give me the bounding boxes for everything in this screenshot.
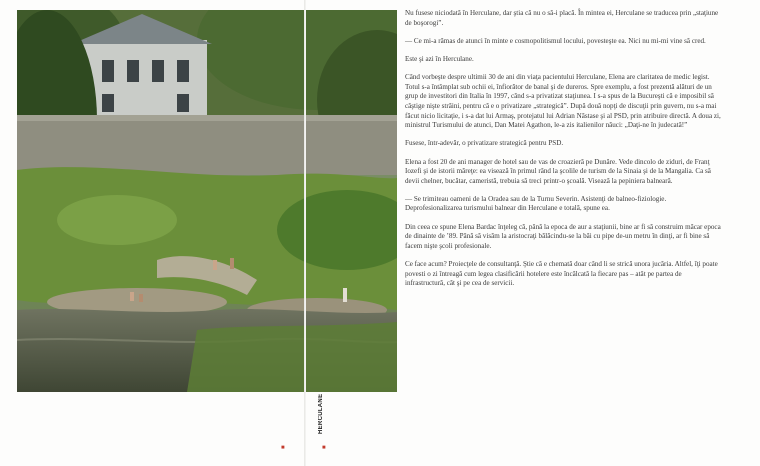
paragraph: — Ce mi-a rămas de atunci în minte e cosmopolitismul locului, povesteşte ea. Nici nu mi-mi vine să cred. (405, 36, 706, 45)
paragraph: Elena a fost 20 de ani manager de hotel sau de vas de croazieră pe Dunăre. Vede dincolo de ziduri, de Franţ Iozefi şi de istorii măreţe: ea visează în primul rând la şcolile de turism de la Sinaia şi de la Mangalia. Ca să devii chelner, bucătar, cameristă, trebuia să treci printr-o şcoală. Visează la pepiniera balneară. (405, 157, 711, 185)
paragraph: Nu fusese niciodată în Herculane, dar ştia că nu o să-i placă. În mintea ei, Herculane se traducea prin „staţiune de boşorogi”. (405, 9, 719, 27)
paragraph: Fusese, într-adevăr, o privatizare strategică pentru PSD. (405, 139, 564, 148)
page-number-left: ■ (281, 445, 286, 451)
paragraph: Când vorbeşte despre ultimii 30 de ani din viaţa pacientului Herculane, Elena are claritatea de medic legist. Totul s-a întâmplat sub ochii ei, înfiorător de banal şi de dureros. Spre exemplu, a fost prezentă alături de un grup de investitori din Italia în 1997, când s-a privatizat staţiunea. I s-a spus de la Bucureşti că e imposibil să câştige nişte străini, pentru că e o privatizare „strategică”. După două nopţi de discuţii prin guvern, nu s-a mai făcut nicio licitaţie, i s-a dat lui Armaş, protejatul lui Adrian Năstase şi al PSD, prin atribuire directă. A doua zi, ministrul Turismului de atunci, Dan Matei Agathon, le-a zis italienilor năuci: „Daţi-ne în judecată!” (405, 73, 721, 130)
paragraph: Ce face acum? Proiecţele de consultanţă. Ştie că e chemată doar când li se strică unora jucăria. Altfel, îţi poate povesti o zi întreagă cum legea clasificării hotelere este încălcată la fiecare pas – atât pe partea de infrastructură, cât şi pe cea de servicii. (405, 260, 718, 288)
river-villa-photo (17, 10, 397, 392)
article-text-column (405, 9, 721, 297)
photo-illustration (17, 10, 397, 392)
paragraph: — Se trimiteau oameni de la Oradea sau de la Turnu Severin. Asistenţi de balneo-fiziologie. Deprofesionalizarea turismului balnear din Herculane e totală, spune ea. (405, 194, 667, 213)
page-number-right: ■ (322, 445, 327, 451)
paragraph: Din ceea ce spune Elena Bardac înţeleg că, până la epoca de aur a staţiunii, bine ar fi să construim măcar epoca de dinainte de ’89. Până să visăm la aristocraţi bălăcindu-se la băi cu pipe de-un metru în dinţi, ar fi bine să facem nişte şcoli profesionale. (405, 222, 721, 250)
spread-gutter (304, 0, 306, 466)
paragraph: Este şi azi în Herculane. (405, 54, 474, 63)
running-head: HERCULANE (318, 393, 324, 434)
